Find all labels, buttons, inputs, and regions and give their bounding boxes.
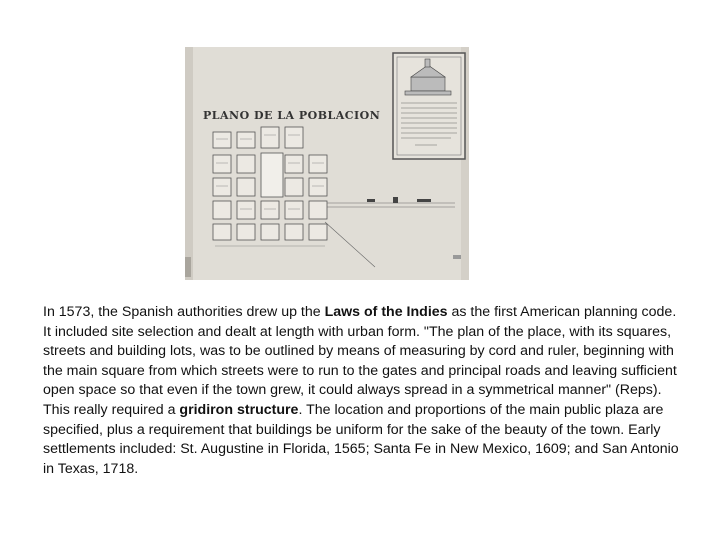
plan-title: PLANO DE LA POBLACION [203, 109, 381, 122]
caption-part-1: In 1573, the Spanish authorities drew up the [43, 304, 325, 320]
plan-image [185, 47, 469, 280]
caption-text [43, 303, 683, 479]
caption-part-2: as the first American planning code. It included site selection and dealt at length with urban form. "The plan of the place, with its squares, streets and building lots, was to be outlined by means of measuring by cord and ruler, beginning with the main square from which streets were to run to the gates and principal roads and leaving sufficient open space so that even if the town grew, it could always spread in a symmetrical manner" (Reps). This really required a [43, 304, 677, 418]
laws-of-the-indies-bold: Laws of the Indies [324, 304, 448, 320]
plan-drawing [185, 47, 469, 280]
caption-part-3: . The location and proportions of the main public plaza are specified, plus a requirement that buildings be uniform for the sake of the beauty of the town. Early settlements included: St. Augustine in Florida, 1565; Santa Fe in New Mexico, 1609; and San Antonio in Texas, 1718. [43, 401, 679, 477]
gridiron-structure-bold: gridiron structure [179, 401, 299, 418]
